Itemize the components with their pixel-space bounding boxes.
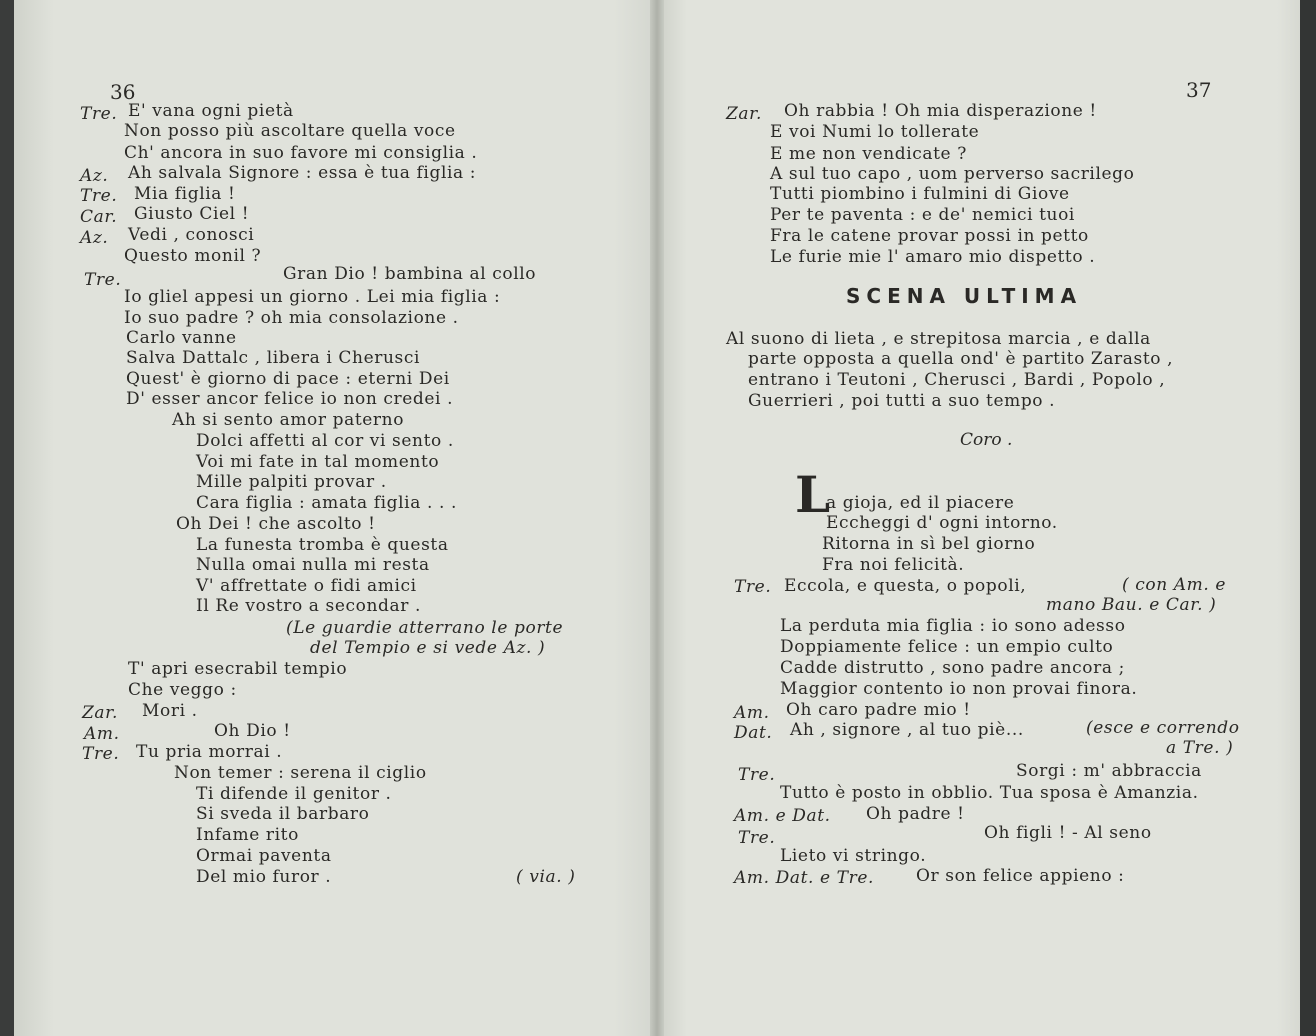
text-line: Tutto è posto in obblio. Tua sposa è Amanzia. [780,783,1199,803]
text-line: Dolci affetti al cor vi sento . [196,431,454,451]
text-line: E voi Numi lo tollerate [770,122,980,142]
stage-direction: a Tre. ) [1166,738,1234,758]
text-line: Io suo padre ? oh mia consolazione . [124,308,459,328]
text-line: Cadde distrutto , sono padre ancora ; [780,658,1125,678]
text-line: Io gliel appesi un giorno . Lei mia figlia : [124,287,501,307]
stage-direction: (Le guardie atterrano le porte [286,618,564,638]
speaker-label: Am. e Dat. [734,806,831,826]
stage-direction: ( con Am. e [1122,575,1227,595]
stage-direction: ( via. ) [516,867,576,887]
text-line: Ah si sento amor paterno [172,410,405,430]
text-line: Maggior contento io non provai finora. [780,679,1138,699]
text-line: Carlo vanne [126,328,237,348]
text-line: Fra le catene provar possi in petto [770,226,1089,246]
text-line: V' affrettate o fidi amici [196,576,417,596]
text-line: Le furie mie l' amaro mio dispetto . [770,247,1096,267]
text-line: Ah , signore , al tuo piè... [790,720,1024,740]
text-line: Or son felice appieno : [916,866,1125,886]
speaker-label: Dat. [734,723,773,743]
page-number: 37 [1186,78,1212,102]
stage-direction-line: Guerrieri , poi tutti a suo tempo . [748,391,1056,411]
text-line: Il Re vostro a secondar . [196,596,421,616]
chorus-line: Fra noi felicità. [822,555,965,575]
scene-title: SCENA ULTIMA [846,284,1083,308]
text-line: Per te paventa : e de' nemici tuoi [770,205,1075,225]
speaker-label: Zar. [726,104,763,124]
text-line: Non posso più ascoltare quella voce [124,121,456,141]
text-line: Mille palpiti provar . [196,472,387,492]
text-line: Oh caro padre mio ! [786,700,971,720]
text-line: La funesta tromba è questa [196,535,449,555]
drop-cap: L [795,465,831,524]
text-line: Oh padre ! [866,804,965,824]
text-line: La perduta mia figlia : io sono adesso [780,616,1126,636]
text-line: Eccola, e questa, o popoli, [784,576,1027,596]
stage-direction-line: Al suono di lieta , e strepitosa marcia , e dalla [726,329,1151,349]
text-line: Oh figli ! - Al seno [984,823,1152,843]
speaker-label: Tre. [84,270,122,290]
speaker-label: Car. [80,207,118,227]
text-line: Nulla omai nulla mi resta [196,555,430,575]
speaker-label: Am. Dat. e Tre. [734,868,875,888]
page-number: 36 [110,80,136,104]
text-line: Che veggo : [128,680,237,700]
text-line: T' apri esecrabil tempio [128,659,348,679]
stage-direction: (esce e correndo [1086,718,1240,738]
text-line: E' vana ogni pietà [128,101,294,121]
text-line: Del mio furor . [196,867,332,887]
text-line: Ch' ancora in suo favore mi consiglia . [124,143,478,163]
text-line: A sul tuo capo , uom perverso sacrilego [770,164,1135,184]
text-line: Mori . [142,701,198,721]
stage-direction-line: entrano i Teutoni , Cherusci , Bardi , Popolo , [748,370,1166,390]
text-line: Oh rabbia ! Oh mia disperazione ! [784,101,1097,121]
text-line: Salva Dattalc , libera i Cherusci [126,348,420,368]
stage-direction-line: parte opposta a quella ond' è partito Zarasto , [748,349,1174,369]
text-line: Vedi , conosci [128,225,255,245]
text-line: Doppiamente felice : un empio culto [780,637,1114,657]
text-line: Oh Dei ! che ascolto ! [176,514,376,534]
book-gutter [650,0,664,1036]
text-line: Ormai paventa [196,846,332,866]
speaker-label: Az. [80,228,109,248]
text-line: Ah salvala Signore : essa è tua figlia : [128,163,477,183]
text-line: Tu pria morrai . [136,742,283,762]
text-line: Cara figlia : amata figlia . . . [196,493,457,513]
speaker-label: Tre. [738,828,776,848]
stage-direction: mano Bau. e Car. ) [1046,595,1217,615]
chorus-line: Ritorna in sì bel giorno [822,534,1036,554]
speaker-label: Tre. [738,765,776,785]
speaker-label: Am. [84,724,120,744]
text-line: Ti difende il genitor . [196,784,392,804]
text-line: Lieto vi stringo. [780,846,927,866]
text-line: Giusto Ciel ! [134,204,250,224]
text-line: Sorgi : m' abbraccia [1016,761,1202,781]
book-edge-right [1300,0,1316,1036]
text-line: Oh Dio ! [214,721,291,741]
text-line: Non temer : serena il ciglio [174,763,427,783]
chorus-line: a gioja, ed il piacere [826,493,1015,513]
chorus-line: Eccheggi d' ogni intorno. [826,513,1058,533]
speaker-label: Tre. [80,104,118,124]
speaker-label: Am. [734,703,770,723]
text-line: Gran Dio ! bambina al collo [283,264,537,284]
text-line: Voi mi fate in tal momento [196,452,440,472]
text-line: D' esser ancor felice io non credei . [126,389,454,409]
text-line: Si sveda il barbaro [196,804,370,824]
stage-direction: del Tempio e si vede Az. ) [310,638,546,658]
speaker-label: Zar. [82,703,119,723]
speaker-label: Az. [80,166,109,186]
text-line: E me non vendicate ? [770,144,967,164]
speaker-label: Tre. [82,744,120,764]
text-line: Infame rito [196,825,299,845]
speaker-label: Tre. [734,577,772,597]
chorus-label: Coro . [960,430,1013,450]
text-line: Mia figlia ! [134,184,236,204]
text-line: Questo monil ? [124,246,262,266]
text-line: Tutti piombino i fulmini di Giove [770,184,1070,204]
speaker-label: Tre. [80,186,118,206]
text-line: Quest' è giorno di pace : eterni Dei [126,369,450,389]
